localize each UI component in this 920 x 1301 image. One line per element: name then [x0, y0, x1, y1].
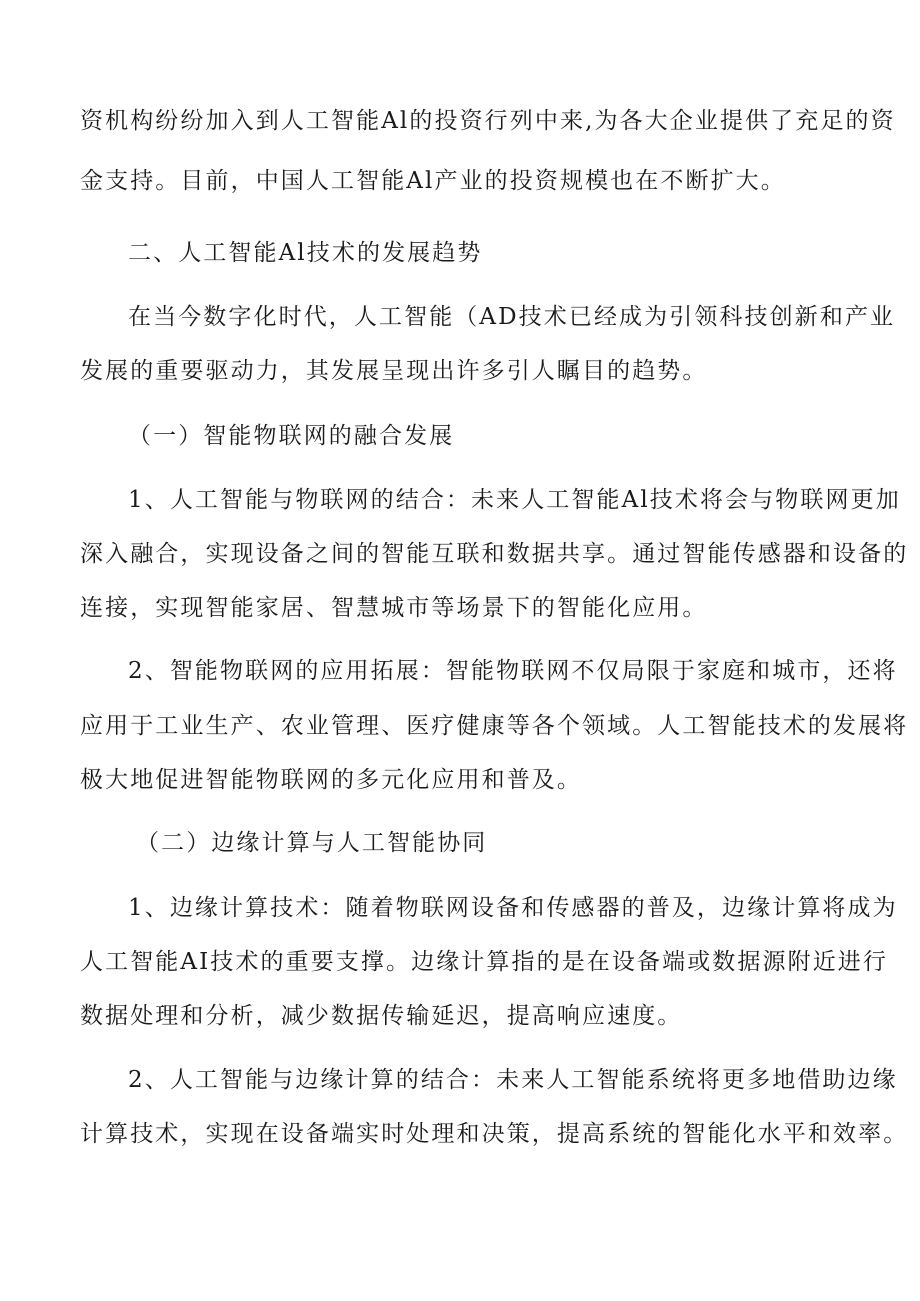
- subsection-heading: （二）边缘计算与人工智能协同: [136, 830, 488, 856]
- paragraph-line: 应用于工业生产、农业管理、医疗健康等各个领域。人工智能技术的发展将: [80, 713, 909, 739]
- paragraph-line: 金支持。目前，中国人工智能Al产业的投资规模也在不断扩大。: [80, 168, 786, 194]
- paragraph-line: 1、人工智能与物联网的结合：未来人工智能Al技术将会与物联网更加: [128, 487, 901, 513]
- paragraph-line: 计算技术，实现在设备端实时处理和决策，提高系统的智能化水平和效率。: [80, 1121, 909, 1147]
- subsection-heading: （一）智能物联网的融合发展: [128, 423, 455, 449]
- paragraph-line: 2、智能物联网的应用拓展：智能物联网不仅局限于家庭和城市，还将: [128, 658, 898, 684]
- paragraph-line: 人工智能AI技术的重要支撑。边缘计算指的是在设备端或数据源附近进行: [80, 949, 888, 975]
- section-heading: 二、人工智能Al技术的发展趋势: [128, 240, 483, 266]
- paragraph-line: 深入融合，实现设备之间的智能互联和数据共享。通过智能传感器和设备的: [80, 541, 909, 567]
- paragraph-line: 1、边缘计算技术：随着物联网设备和传感器的普及，边缘计算将成为: [128, 895, 898, 921]
- paragraph-line: 在当今数字化时代，人工智能（AD技术已经成为引领科技创新和产业: [128, 304, 896, 330]
- paragraph-line: 2、人工智能与边缘计算的结合：未来人工智能系统将更多地借助边缘: [128, 1067, 898, 1093]
- paragraph-line: 连接，实现智能家居、智慧城市等场景下的智能化应用。: [80, 595, 708, 621]
- paragraph-line: 极大地促进智能物联网的多元化应用和普及。: [80, 767, 582, 793]
- paragraph-line: 数据处理和分析，减少数据传输延迟，提高响应速度。: [80, 1003, 683, 1029]
- paragraph-line: 发展的重要驱动力，其发展呈现出许多引人瞩目的趋势。: [80, 358, 708, 384]
- paragraph-line: 资机构纷纷加入到人工智能Al的投资行列中来,为各大企业提供了充足的资: [80, 108, 896, 134]
